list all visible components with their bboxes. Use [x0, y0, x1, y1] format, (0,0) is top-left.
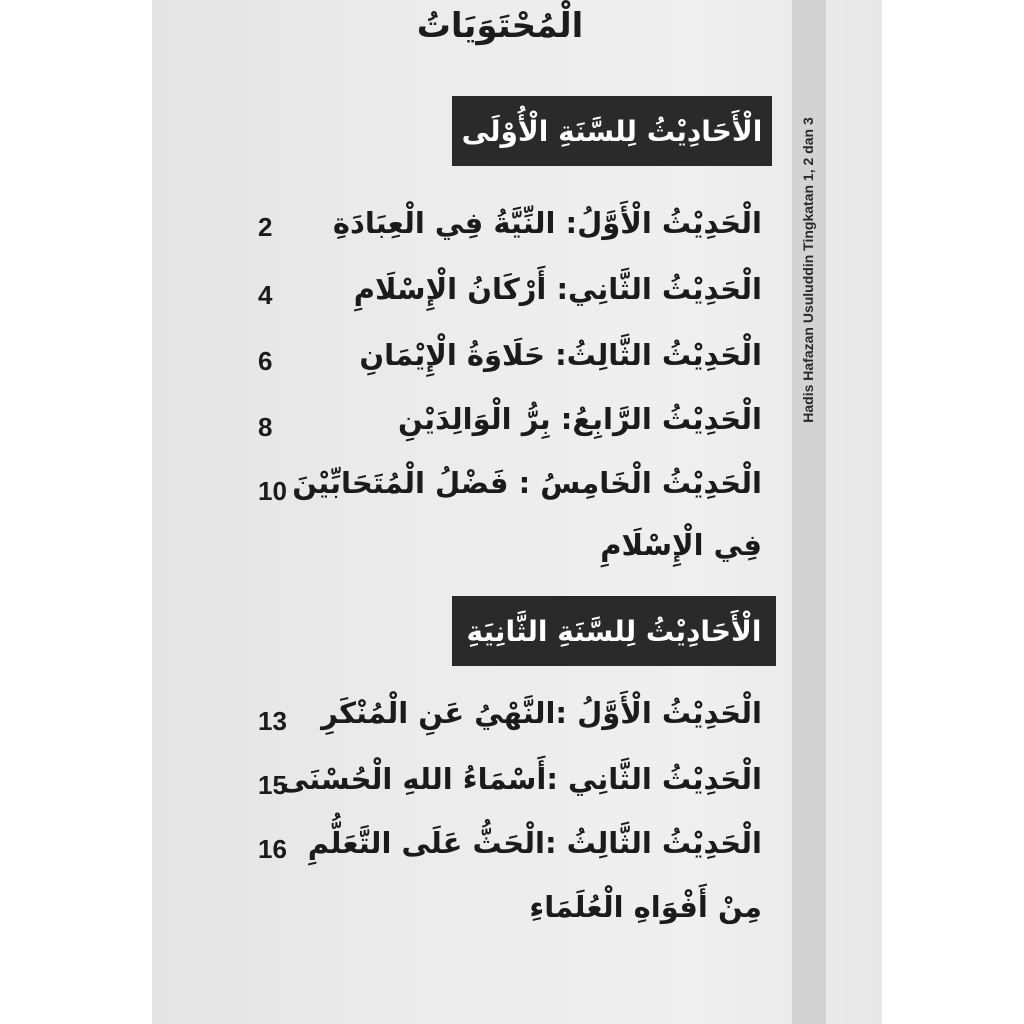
- side-label: Hadis Hafazan Usuluddin Tingkatan 1, 2 dan 3: [800, 117, 816, 423]
- toc-page-number: 2: [258, 212, 273, 242]
- toc-entry-text: الْحَدِيْثُ الثَّالِثُ: حَلَاوَةُ الْإِيْمَانِ: [359, 338, 762, 372]
- toc-page-number: 15: [258, 770, 287, 800]
- toc-entry-text: الْحَدِيْثُ الثَّانِي: أَرْكَانُ الْإِسْلَامِ: [353, 272, 762, 306]
- section-heading-year-1: الْأَحَادِيْثُ لِلسَّنَةِ الْأُوْلَى: [452, 96, 772, 166]
- section-heading-year-2: الْأَحَادِيْثُ لِلسَّنَةِ الثَّانِيَةِ: [452, 596, 776, 666]
- toc-entry-text: الْحَدِيْثُ الثَّانِي :أَسْمَاءُ اللهِ الْحُسْنَى: [279, 762, 762, 796]
- toc-page-number: 4: [258, 280, 273, 310]
- toc-page-number: 16: [258, 834, 287, 864]
- toc-entry-text: الْحَدِيْثُ الرَّابِعُ: بِرُّ الْوَالِدَيْنِ: [398, 402, 762, 436]
- toc-page-number: 13: [258, 706, 287, 736]
- toc-page-number: 10: [258, 476, 287, 506]
- toc-entry-continuation: فِي الْإِسْلَامِ: [600, 528, 762, 562]
- toc-entry-continuation: مِنْ أَفْوَاهِ الْعُلَمَاءِ: [529, 890, 762, 924]
- toc-entry-text: الْحَدِيْثُ الْأَوَّلُ: النِّيَّةُ فِي الْعِبَادَةِ: [332, 206, 762, 240]
- toc-entry-text: الْحَدِيْثُ الْأَوَّلُ :النَّهْيُ عَنِ الْمُنْكَرِ: [321, 696, 762, 730]
- toc-entry-text: الْحَدِيْثُ الْخَامِسُ : فَضْلُ الْمُتَحَابِّيْنَ: [292, 466, 762, 500]
- page-title: الْمُحْتَوَيَاتُ: [416, 6, 584, 46]
- toc-page-number: 8: [258, 412, 273, 442]
- toc-entry-text: الْحَدِيْثُ الثَّالِثُ :الْحَثُّ عَلَى التَّعَلُّمِ: [307, 826, 762, 860]
- toc-page-number: 6: [258, 346, 273, 376]
